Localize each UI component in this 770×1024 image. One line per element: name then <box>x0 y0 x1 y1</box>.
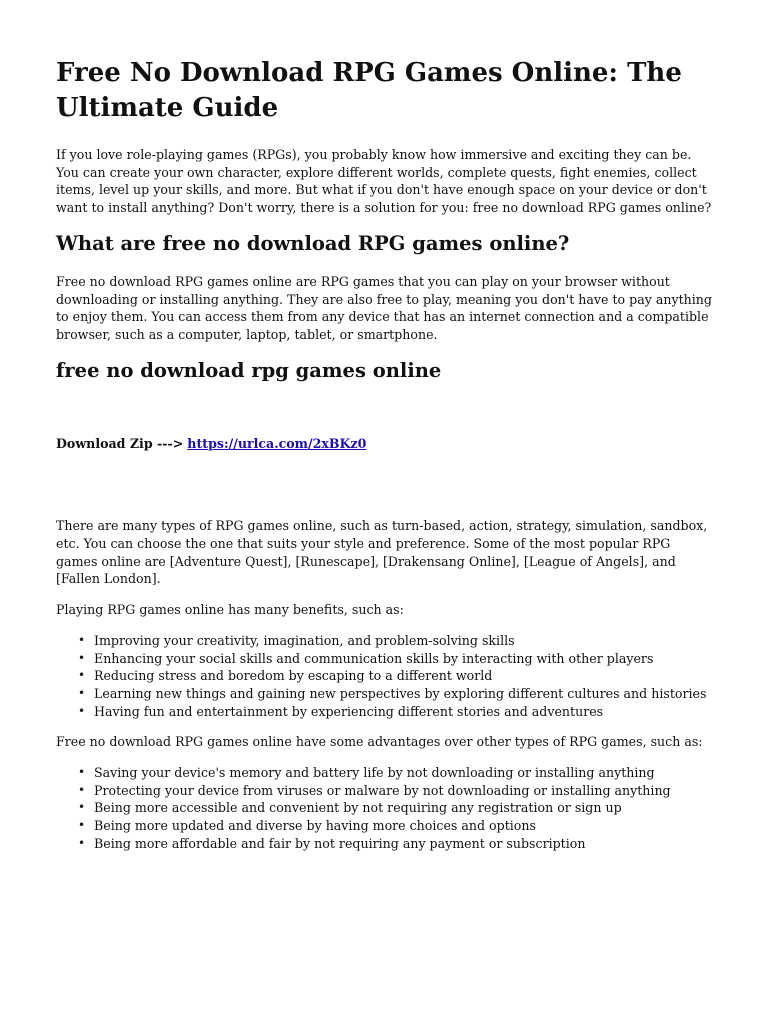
bullet-icon: • <box>78 703 86 718</box>
bullet-icon: • <box>78 668 86 683</box>
list-item <box>78 835 714 853</box>
list-item-text: Being more accessible and convenient by not requiring any registration or sign up <box>94 800 622 816</box>
list-item <box>78 650 714 668</box>
list-item <box>78 685 714 703</box>
list-item <box>78 667 714 685</box>
list-item <box>78 632 714 650</box>
list-item-text: Enhancing your social skills and communication skills by interacting with other players <box>94 650 654 666</box>
list-item-text: Learning new things and gaining new perspectives by exploring different cultures and histories <box>94 685 707 701</box>
bullet-icon: • <box>78 632 86 647</box>
list-item-text: Saving your device's memory and battery life by not downloading or installing anything <box>94 765 655 781</box>
benefits-list <box>56 632 714 721</box>
list-item-text: Having fun and entertainment by experiencing different stories and adventures <box>94 703 604 719</box>
benefits-intro: Playing RPG games online has many benefits, such as: <box>56 602 404 618</box>
list-item <box>78 799 714 817</box>
advantages-intro: Free no download RPG games online have some advantages over other types of RPG games, such as: <box>56 734 703 750</box>
bullet-icon: • <box>78 818 86 833</box>
list-item-text: Improving your creativity, imagination, and problem-solving skills <box>94 632 515 648</box>
bullet-icon: • <box>78 685 86 700</box>
bullet-icon: • <box>78 650 86 665</box>
definition-paragraph: Free no download RPG games online are RPG games that you can play on your browser without downloading or installing anything. They are also free to play, meaning you don't have to pay anything to enjoy them. You can access them from any device that has an internet connection and a compatible browser, such as a computer, laptop, tablet, or smartphone. <box>56 273 712 342</box>
download-label: Download Zip ---> <box>56 435 184 451</box>
list-item <box>78 817 714 835</box>
list-item <box>78 782 714 800</box>
list-item <box>78 703 714 721</box>
bullet-icon: • <box>78 835 86 850</box>
download-link[interactable]: https://urlca.com/2xBKz0 <box>187 435 367 451</box>
bullet-icon: • <box>78 782 86 797</box>
list-item-text: Being more affordable and fair by not requiring any payment or subscription <box>94 835 586 851</box>
list-item <box>78 764 714 782</box>
list-item-text: Protecting your device from viruses or malware by not downloading or installing anything <box>94 782 671 798</box>
section-heading-what-are: What are free no download RPG games online? <box>56 231 570 255</box>
section-heading-keyword: free no download rpg games online <box>56 358 442 382</box>
list-item-text: Being more updated and diverse by having more choices and options <box>94 818 536 834</box>
download-line <box>56 435 714 453</box>
types-paragraph: There are many types of RPG games online, such as turn-based, action, strategy, simulation, sandbox, etc. You can choose the one that suits your style and preference. Some of the most popular RPG games online are [Adventure Quest], [Runescape], [Drakensang Online], [League of Angels], and [Fallen London]. <box>56 518 708 587</box>
bullet-icon: • <box>78 765 86 780</box>
intro-paragraph: If you love role-playing games (RPGs), you probably know how immersive and exciting they can be. You can create your own character, explore different worlds, complete quests, fight enemies, collect items, level up your skills, and more. But what if you don't have enough space on your device or don't want to install anything? Don't worry, there is a solution for you: free no download RPG games online? <box>56 147 712 216</box>
page-title: Free No Download RPG Games Online: The Ultimate Guide <box>56 58 682 123</box>
advantages-list <box>56 764 714 853</box>
list-item-text: Reducing stress and boredom by escaping to a different world <box>94 668 493 684</box>
bullet-icon: • <box>78 800 86 815</box>
